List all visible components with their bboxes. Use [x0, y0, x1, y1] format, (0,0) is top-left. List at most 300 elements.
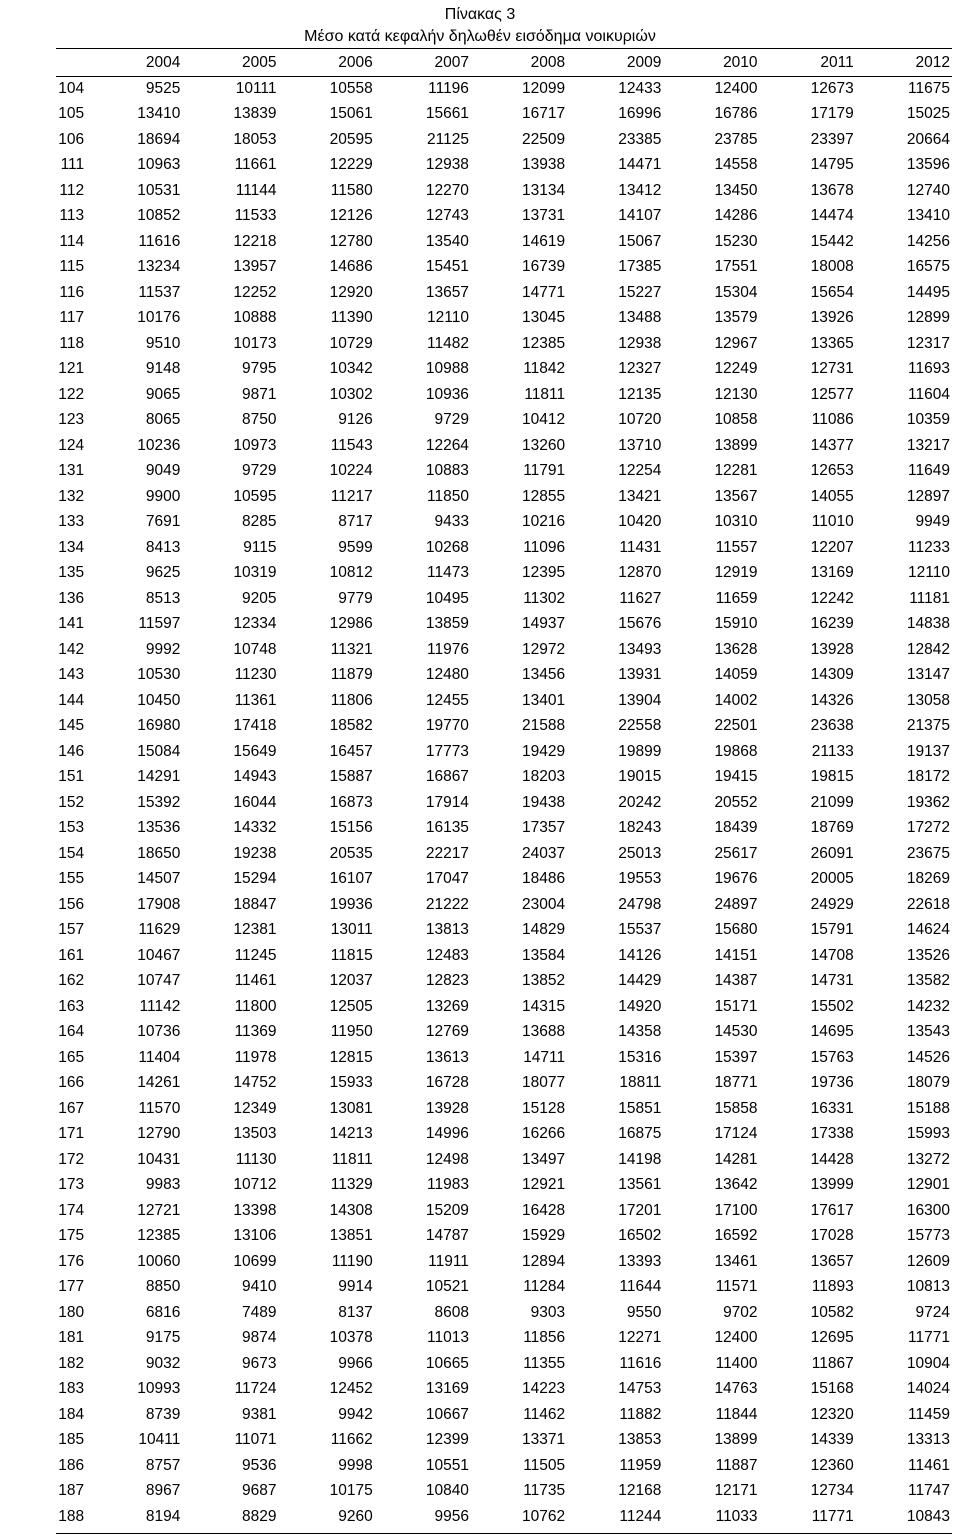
value-cell: 13852	[522, 972, 566, 989]
value-cell: 24798	[618, 895, 662, 913]
value-cell: 18243	[618, 819, 662, 836]
table-row	[56, 1147, 952, 1173]
value-cell: 8750	[242, 411, 277, 428]
value-cell: 11461	[908, 1456, 950, 1474]
value-cell: 11321	[330, 640, 373, 658]
value-cell: 15680	[714, 921, 758, 938]
value-cell: 11856	[523, 1329, 566, 1346]
value-cell: 11747	[908, 1482, 950, 1499]
value-cell: 11976	[426, 640, 469, 658]
value-cell: 7489	[242, 1303, 277, 1321]
value-cell: 15649	[233, 742, 277, 760]
value-cell: 10699	[233, 1252, 277, 1270]
row-code-cell: 163	[58, 997, 85, 1015]
row-code-cell: 106	[58, 130, 85, 148]
value-cell: 12483	[425, 946, 469, 964]
value-cell: 15084	[137, 742, 181, 760]
value-cell: 8285	[242, 513, 277, 530]
row-code-cell: 121	[58, 360, 85, 377]
header-cell-year: 2011	[820, 54, 854, 71]
value-cell: 11013	[426, 1329, 469, 1346]
value-cell: 10531	[137, 181, 181, 199]
value-cell: 15763	[810, 1048, 854, 1066]
value-cell: 13134	[522, 181, 566, 199]
value-cell: 13410	[906, 207, 950, 224]
value-cell: 12433	[618, 79, 662, 97]
table-row	[56, 433, 952, 459]
value-cell: 13579	[714, 309, 758, 326]
table-row	[56, 586, 952, 612]
value-cell: 9966	[338, 1354, 373, 1372]
row-code-cell: 186	[58, 1456, 85, 1474]
row-code-cell: 175	[58, 1227, 85, 1244]
value-cell: 10378	[329, 1329, 373, 1346]
table-row	[56, 305, 952, 331]
value-cell: 13450	[714, 181, 758, 199]
value-cell: 12168	[618, 1482, 662, 1499]
value-cell: 12381	[233, 921, 277, 938]
value-cell: 14059	[714, 666, 758, 683]
value-cell: 17179	[810, 105, 854, 122]
value-cell: 14624	[906, 921, 950, 938]
table-row	[56, 815, 952, 841]
value-cell: 11887	[715, 1456, 758, 1474]
value-cell: 23675	[906, 844, 950, 862]
value-cell: 14937	[522, 615, 566, 632]
value-cell: 10883	[425, 462, 469, 479]
value-cell: 15128	[522, 1099, 566, 1117]
value-cell: 12855	[522, 487, 566, 505]
value-cell: 10720	[618, 411, 662, 428]
value-cell: 14471	[618, 156, 662, 173]
value-cell: 11190	[331, 1252, 373, 1270]
value-cell: 19736	[810, 1074, 854, 1091]
value-cell: 15451	[425, 258, 469, 275]
value-cell: 15294	[233, 870, 277, 887]
value-cell: 10813	[906, 1278, 950, 1295]
value-cell: 12498	[425, 1150, 469, 1168]
row-code-cell: 141	[58, 615, 85, 632]
value-cell: 10450	[137, 691, 181, 709]
value-cell: 9673	[242, 1354, 277, 1372]
value-cell: 11629	[138, 921, 181, 938]
value-cell: 13543	[906, 1023, 950, 1040]
value-cell: 17385	[618, 258, 662, 275]
value-cell: 11096	[523, 538, 566, 556]
value-cell: 13899	[714, 1431, 758, 1448]
value-cell: 13582	[906, 972, 950, 989]
value-cell: 10762	[522, 1507, 566, 1525]
value-cell: 14771	[522, 283, 566, 301]
value-cell: 12360	[810, 1456, 854, 1474]
value-cell: 10224	[329, 462, 373, 479]
row-code-cell: 118	[59, 334, 85, 352]
value-cell: 12110	[426, 309, 469, 326]
value-cell: 13813	[425, 921, 469, 938]
value-cell: 11431	[619, 538, 662, 556]
value-cell: 11882	[619, 1405, 662, 1423]
value-cell: 11806	[330, 691, 373, 709]
row-code-cell: 187	[58, 1482, 85, 1499]
value-cell: 12972	[522, 640, 566, 658]
value-cell: 17418	[233, 717, 277, 734]
value-cell: 13938	[522, 156, 566, 173]
value-cell: 22618	[906, 895, 950, 913]
value-cell: 11033	[715, 1507, 758, 1525]
table-row	[56, 790, 952, 816]
value-cell: 10175	[329, 1482, 373, 1499]
value-cell: 10111	[235, 79, 277, 97]
value-cell: 14315	[522, 997, 566, 1015]
row-code-cell: 123	[58, 411, 85, 428]
value-cell: 9410	[242, 1278, 277, 1295]
table-row	[56, 611, 952, 637]
value-cell: 14838	[906, 615, 950, 632]
value-cell: 11404	[138, 1048, 181, 1066]
value-cell: 16786	[714, 105, 758, 122]
value-cell: 14708	[810, 946, 854, 964]
value-cell: 19936	[329, 895, 373, 913]
value-cell: 15773	[906, 1227, 950, 1244]
value-cell: 9536	[242, 1456, 277, 1474]
table-row	[56, 1300, 952, 1326]
value-cell: 21099	[810, 793, 854, 811]
value-cell: 12135	[618, 385, 662, 403]
value-cell: 12320	[810, 1405, 854, 1423]
value-cell: 18486	[522, 870, 566, 887]
row-code-cell: 157	[58, 921, 85, 938]
value-cell: 14507	[137, 870, 181, 887]
value-cell: 13393	[618, 1252, 662, 1270]
row-code-cell: 162	[58, 972, 85, 989]
value-cell: 8850	[145, 1278, 181, 1295]
value-cell: 11659	[715, 589, 758, 607]
table-row	[56, 1223, 952, 1249]
value-cell: 19553	[618, 870, 662, 887]
table-row	[56, 535, 952, 561]
table-row	[56, 509, 952, 535]
value-cell: 12769	[425, 1023, 469, 1040]
value-cell: 17773	[425, 742, 469, 760]
value-cell: 10993	[137, 1380, 181, 1397]
value-cell: 17908	[137, 895, 181, 913]
table-row	[56, 892, 952, 918]
value-cell: 11661	[234, 156, 277, 173]
value-cell: 13488	[618, 309, 662, 326]
value-cell: 23638	[810, 717, 854, 734]
value-cell: 14126	[618, 946, 662, 964]
value-cell: 12577	[810, 385, 854, 403]
value-cell: 16044	[233, 793, 277, 811]
value-cell: 16300	[906, 1201, 950, 1219]
value-cell: 11811	[524, 385, 566, 403]
table-row	[56, 1249, 952, 1275]
value-cell: 20595	[329, 130, 373, 148]
row-code-cell: 116	[59, 283, 85, 301]
value-cell: 11604	[908, 385, 950, 403]
value-cell: 24037	[522, 844, 566, 862]
value-cell: 16107	[329, 870, 373, 887]
value-cell: 17124	[714, 1125, 758, 1142]
value-cell: 13456	[522, 666, 566, 683]
table-row	[56, 254, 952, 280]
value-cell: 12399	[425, 1431, 469, 1448]
value-cell: 13461	[714, 1252, 758, 1270]
table-row	[56, 662, 952, 688]
value-cell: 15209	[425, 1201, 469, 1219]
value-cell: 12037	[329, 972, 373, 989]
value-cell: 14332	[233, 819, 277, 836]
row-code-cell: 131	[58, 462, 85, 479]
value-cell: 12938	[425, 156, 469, 173]
value-cell: 12921	[522, 1176, 566, 1193]
value-cell: 7691	[145, 513, 181, 530]
value-cell: 11533	[234, 207, 277, 224]
value-cell: 11071	[234, 1431, 277, 1448]
value-cell: 11557	[715, 538, 758, 556]
table-row	[56, 152, 952, 178]
value-cell: 10747	[137, 972, 181, 989]
value-cell: 8194	[145, 1507, 181, 1525]
value-cell: 13269	[425, 997, 469, 1015]
value-cell: 16875	[618, 1125, 662, 1142]
value-cell: 18650	[137, 844, 181, 862]
value-cell: 18769	[810, 819, 854, 836]
value-cell: 15025	[906, 105, 950, 122]
value-cell: 12229	[329, 156, 373, 173]
value-cell: 12110	[908, 564, 950, 581]
value-cell: 10858	[714, 411, 758, 428]
value-cell: 12743	[425, 207, 469, 224]
value-cell: 10236	[137, 436, 181, 454]
value-cell: 9205	[242, 589, 277, 607]
value-cell: 8739	[145, 1405, 181, 1423]
value-cell: 11867	[811, 1354, 854, 1372]
value-cell: 10216	[522, 513, 566, 530]
value-cell: 14996	[425, 1125, 469, 1142]
value-cell: 15661	[425, 105, 469, 122]
value-cell: 11181	[909, 589, 950, 607]
value-cell: 14286	[714, 207, 758, 224]
value-cell: 19676	[714, 870, 758, 887]
value-cell: 14763	[714, 1380, 758, 1397]
value-cell: 11570	[138, 1099, 181, 1117]
value-cell: 14495	[906, 283, 950, 301]
value-cell: 10973	[233, 436, 277, 454]
value-cell: 13234	[137, 258, 181, 275]
row-code-cell: 104	[58, 79, 85, 97]
value-cell: 23785	[714, 130, 758, 148]
header-cell-year: 2008	[530, 54, 566, 71]
value-cell: 20242	[618, 793, 662, 811]
value-cell: 13584	[522, 946, 566, 964]
value-cell: 8757	[145, 1456, 181, 1474]
row-code-cell: 115	[59, 258, 85, 275]
value-cell: 15929	[522, 1227, 566, 1244]
table-row	[56, 968, 952, 994]
value-cell: 14795	[810, 156, 854, 173]
value-cell: 19815	[810, 768, 854, 785]
value-cell: 18172	[906, 768, 950, 785]
table-title: Πίνακας 3	[444, 6, 516, 23]
row-code-cell: 171	[58, 1125, 85, 1142]
value-cell: 9983	[145, 1176, 181, 1193]
value-cell: 13421	[618, 487, 662, 505]
value-cell: 21222	[425, 895, 469, 913]
value-cell: 9702	[723, 1303, 758, 1321]
value-cell: 10840	[425, 1482, 469, 1499]
value-cell: 9625	[145, 564, 181, 581]
value-cell: 13567	[714, 487, 758, 505]
value-cell: 16996	[618, 105, 662, 122]
value-cell: 9148	[145, 360, 181, 377]
value-cell: 12673	[810, 79, 854, 97]
value-cell: 11675	[908, 79, 950, 97]
table-row	[56, 1478, 952, 1504]
table-row	[56, 1325, 952, 1351]
value-cell: 14107	[618, 207, 662, 224]
table-row	[56, 1121, 952, 1147]
value-cell: 12130	[714, 385, 758, 403]
table-row	[56, 1274, 952, 1300]
value-cell: 20552	[714, 793, 758, 811]
row-code-cell: 151	[58, 768, 85, 785]
value-cell: 25617	[714, 844, 758, 862]
value-cell: 13365	[810, 334, 854, 352]
income-table	[56, 50, 952, 1529]
value-cell: 15933	[329, 1074, 373, 1091]
value-cell: 10495	[425, 589, 469, 607]
row-code-cell: 136	[58, 589, 85, 607]
value-cell: 13853	[618, 1431, 662, 1448]
value-cell: 16728	[425, 1074, 469, 1091]
value-cell: 10467	[137, 946, 181, 964]
value-cell: 13272	[906, 1150, 950, 1168]
value-cell: 10176	[137, 309, 181, 326]
row-code-cell: 156	[58, 895, 85, 913]
value-cell: 13412	[618, 181, 662, 199]
value-cell: 11724	[234, 1380, 277, 1397]
value-cell: 10558	[329, 79, 373, 97]
value-cell: 12609	[906, 1252, 950, 1270]
value-cell: 26091	[810, 844, 854, 862]
value-cell: 11482	[426, 334, 469, 352]
value-cell: 13957	[233, 258, 277, 275]
value-cell: 16331	[810, 1099, 854, 1117]
value-cell: 14213	[329, 1125, 373, 1142]
value-cell: 16867	[425, 768, 469, 785]
value-cell: 11355	[523, 1354, 566, 1372]
row-code-cell: 174	[58, 1201, 85, 1219]
value-cell: 8829	[242, 1507, 277, 1525]
value-cell: 15502	[810, 997, 854, 1015]
value-cell: 10521	[425, 1278, 469, 1295]
row-code-cell: 185	[58, 1431, 85, 1448]
value-cell: 13540	[425, 232, 469, 250]
table-row	[56, 178, 952, 204]
value-cell: 11473	[426, 564, 469, 581]
value-cell: 15676	[618, 615, 662, 632]
value-cell: 12126	[329, 207, 373, 224]
value-cell: 8137	[338, 1303, 373, 1321]
value-cell: 12281	[714, 462, 758, 479]
value-cell: 13899	[714, 436, 758, 454]
value-cell: 18203	[522, 768, 566, 785]
value-cell: 10712	[233, 1176, 277, 1193]
value-cell: 12271	[618, 1329, 662, 1346]
value-cell: 13851	[329, 1227, 373, 1244]
value-cell: 10359	[906, 411, 950, 428]
row-code-cell: 132	[58, 487, 85, 505]
value-cell: 18053	[233, 130, 277, 148]
value-cell: 13642	[714, 1176, 758, 1193]
value-cell: 22558	[618, 717, 662, 734]
value-cell: 10420	[618, 513, 662, 530]
value-cell: 15067	[618, 232, 662, 250]
value-cell: 16717	[522, 105, 566, 122]
value-cell: 11196	[428, 79, 469, 97]
value-cell: 12919	[714, 564, 758, 581]
value-cell: 11911	[428, 1252, 469, 1270]
row-code-cell: 112	[59, 181, 85, 199]
value-cell: 13928	[810, 640, 854, 658]
value-cell: 23004	[522, 895, 566, 913]
value-cell: 9874	[242, 1329, 277, 1346]
value-cell: 13081	[329, 1099, 373, 1117]
value-cell: 9433	[434, 513, 469, 530]
row-code-cell: 188	[58, 1507, 85, 1525]
value-cell: 11462	[523, 1405, 566, 1423]
value-cell: 11771	[811, 1507, 854, 1525]
value-cell: 13401	[522, 691, 566, 709]
value-cell: 14291	[137, 768, 181, 785]
value-cell: 13731	[522, 207, 566, 224]
value-cell: 9175	[145, 1329, 181, 1346]
value-cell: 17028	[810, 1227, 854, 1244]
value-cell: 16239	[810, 615, 854, 632]
value-cell: 9998	[338, 1456, 373, 1474]
row-code-cell: 105	[58, 105, 85, 122]
value-cell: 10667	[425, 1405, 469, 1423]
row-code-cell: 161	[58, 946, 85, 964]
table-row	[56, 484, 952, 510]
value-cell: 11950	[330, 1023, 373, 1040]
value-cell: 9032	[145, 1354, 181, 1372]
value-cell: 11644	[619, 1278, 662, 1295]
table-row	[56, 1427, 952, 1453]
value-cell: 16739	[522, 258, 566, 275]
value-cell: 16980	[137, 717, 181, 734]
row-code-cell: 146	[58, 742, 85, 760]
value-cell: 14619	[522, 232, 566, 250]
value-cell: 11505	[523, 1456, 566, 1474]
value-cell: 14151	[714, 946, 758, 964]
value-cell: 13398	[233, 1201, 277, 1219]
value-cell: 11244	[619, 1507, 662, 1525]
table-row	[56, 76, 952, 102]
value-cell: 10582	[810, 1303, 854, 1321]
value-cell: 13503	[233, 1125, 277, 1142]
value-cell: 12452	[329, 1380, 373, 1397]
value-cell: 21588	[522, 717, 566, 734]
value-cell: 18847	[233, 895, 277, 913]
value-cell: 11959	[619, 1456, 662, 1474]
value-cell: 9550	[626, 1303, 662, 1321]
value-cell: 13904	[618, 691, 662, 709]
header-cell-year: 2005	[242, 54, 277, 71]
value-cell: 11284	[523, 1278, 566, 1295]
value-cell: 15910	[714, 615, 758, 632]
